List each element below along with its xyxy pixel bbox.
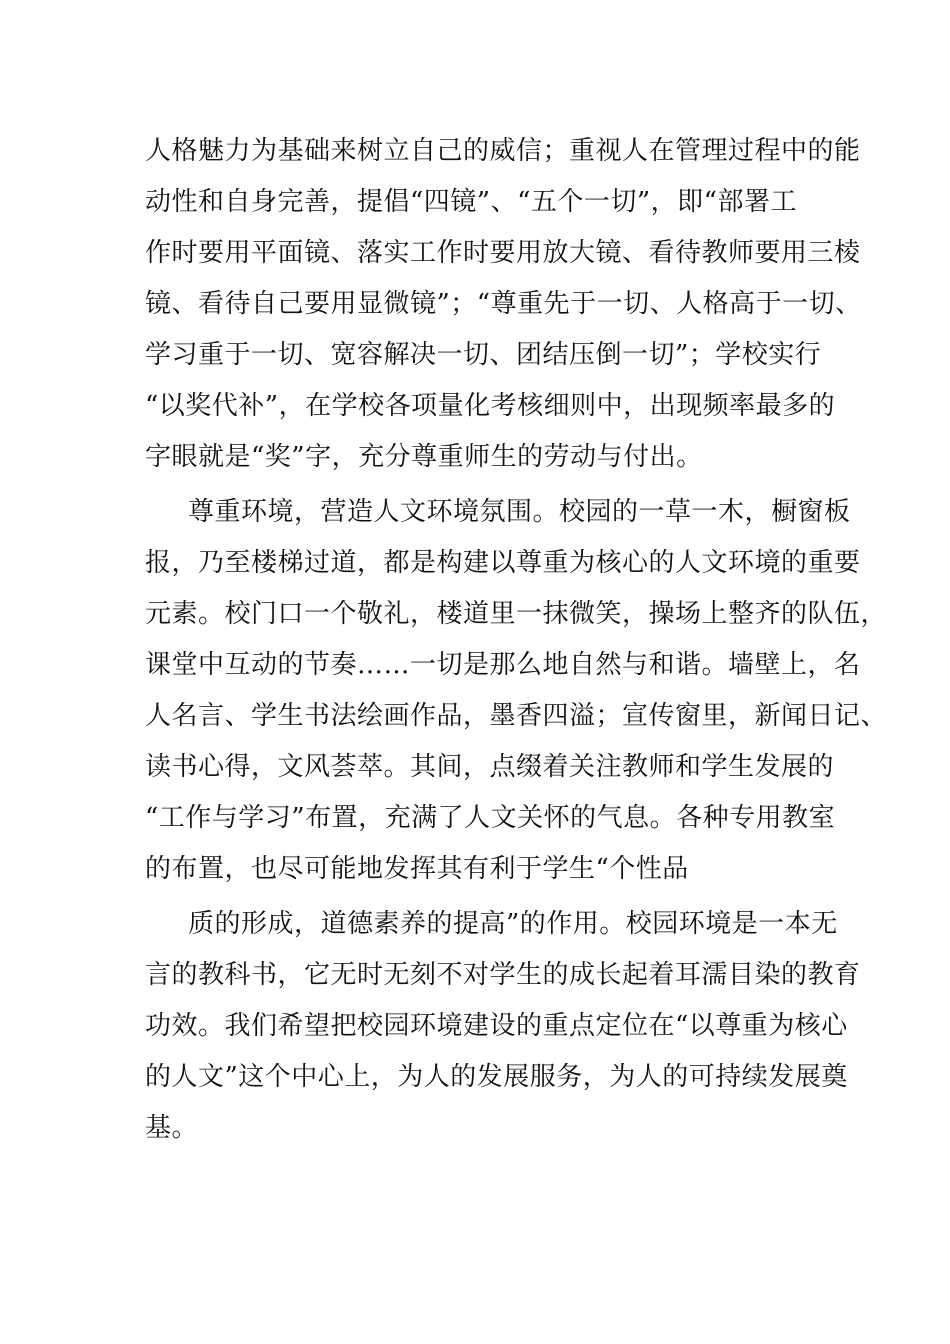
text-line: 基。 — [145, 1113, 199, 1143]
text-line: 读书心得，文风荟萃。其间，点缀着关注教师和学生发展的 — [145, 752, 835, 782]
text-line: 人格魅力为基础来树立自己的威信；重视人在管理过程中的能 — [145, 136, 861, 166]
text-line: “工作与学习”布置，充满了人文关怀的气息。各种专用教室 — [145, 803, 836, 833]
text-line: 人名言、学生书法绘画作品，墨香四溢；宣传窗里，新闻日记、 — [145, 701, 888, 731]
text-line: 言的教科书，它无时无刻不对学生的成长起着耳濡目染的教育 — [145, 960, 861, 990]
text-line: 课堂中互动的节奏……一切是那么地自然与和谐。墙壁上，名 — [145, 650, 861, 680]
text-line: 元素。校门口一个敬礼，楼道里一抹微笑，操场上整齐的队伍， — [145, 599, 888, 629]
text-line: 质的形成，道德素养的提高”的作用。校园环境是一本无 — [188, 909, 838, 939]
text-line: 作时要用平面镜、落实工作时要用放大镜、看待教师要用三棱 — [145, 238, 861, 268]
text-line: 动性和自身完善，提倡“四镜”、“五个一切”，即“部署工 — [145, 187, 797, 217]
text-line: 的人文”这个中心上，为人的发展服务，为人的可持续发展奠 — [145, 1062, 848, 1092]
text-line: 报，乃至楼梯过道，都是构建以尊重为核心的人文环境的重要 — [145, 548, 861, 578]
text-line: 镜、看待自己要用显微镜”；“尊重先于一切、人格高于一切、 — [145, 289, 862, 319]
text-line: 的布置，也尽可能地发挥其有利于学生“个性品 — [145, 854, 689, 884]
text-line: 学习重于一切、宽容解决一切、团结压倒一切”；学校实行 — [145, 340, 822, 370]
text-line: 尊重环境，营造人文环境氛围。校园的一草一木，橱窗板 — [188, 497, 851, 527]
text-line: 字眼就是“奖”字，充分尊重师生的劳动与付出。 — [145, 442, 703, 472]
text-line: “以奖代补”，在学校各项量化考核细则中，出现频率最多的 — [145, 391, 836, 421]
text-line: 功效。我们希望把校园环境建设的重点定位在“以尊重为核心 — [145, 1011, 848, 1041]
